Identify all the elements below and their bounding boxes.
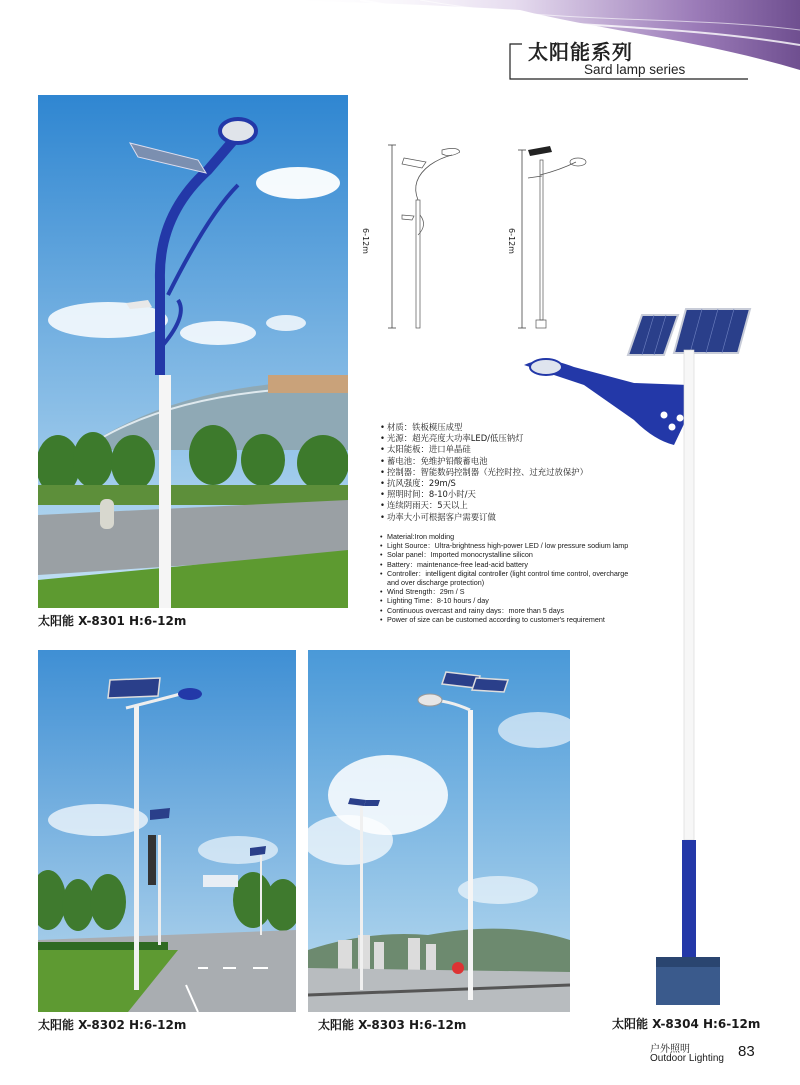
product-photo-x8302: [38, 650, 296, 1012]
height-label-2: 6-12m: [507, 228, 516, 254]
spec-en-item: • Power of size can be customed according to customer's requirement: [380, 615, 642, 624]
page-number: 83: [738, 1043, 755, 1060]
dimension-drawing-2: [510, 140, 590, 330]
product-photo-x8303: [308, 650, 570, 1012]
dimension-drawing-1: [380, 140, 460, 330]
page-subtitle: Sard lamp series: [584, 62, 686, 77]
caption-x8302: 太阳能 X-8302 H:6-12m: [38, 1018, 187, 1032]
caption-x8304: 太阳能 X-8304 H:6-12m: [612, 1017, 761, 1031]
height-label-1: 6-12m: [361, 228, 370, 254]
spec-cn-item: • 蓄电池：免维护铅酸蓄电池: [380, 456, 630, 467]
spec-cn-item: • 功率大小可根据客户需要订做: [380, 512, 630, 523]
spec-en-item: • Wind Strength：29m / S: [380, 587, 642, 596]
spec-cn-item: • 照明时间：8-10小时/天: [380, 489, 630, 500]
spec-en-item: • Lighting Time：8-10 hours / day: [380, 596, 642, 605]
caption-x8303: 太阳能 X-8303 H:6-12m: [318, 1018, 467, 1032]
spec-en-item: • Battery：maintenance-free lead-acid battery: [380, 560, 642, 569]
spec-cn-item: • 控制器：智能数码控制器（光控时控、过充过放保护）: [380, 467, 630, 478]
spec-cn-item: • 抗风强度：29m/S: [380, 478, 630, 489]
spec-en-item: • Solar panel：Imported monocrystalline silicon: [380, 550, 642, 559]
spec-en-item: • Material:Iron molding: [380, 532, 642, 541]
spec-cn-item: • 太阳能板：进口单晶硅: [380, 444, 630, 455]
caption-x8301: 太阳能 X-8301 H:6-12m: [38, 614, 187, 628]
spec-en-item: • Light Source：Ultra-brightness high-power LED / low pressure sodium lamp: [380, 541, 642, 550]
spec-cn-item: • 连续阴雨天：5天以上: [380, 500, 630, 511]
footer-section-en: Outdoor Lighting: [650, 1053, 724, 1064]
spec-cn-item: • 光源：超光亮度大功率LED/低压钠灯: [380, 433, 630, 444]
footer-section-cn: 户外照明: [650, 1044, 690, 1055]
spec-en-item: • Controller：intelligent digital controller (light control time control, overcharge and over discharge protection): [380, 569, 642, 587]
spec-en-item: • Continuous overcast and rainy days：more than 5 days: [380, 606, 642, 615]
product-photo-x8301: [38, 95, 348, 608]
page-title: 太阳能系列: [528, 40, 633, 64]
spec-cn-item: • 材质：铁板模压成型: [380, 422, 630, 433]
